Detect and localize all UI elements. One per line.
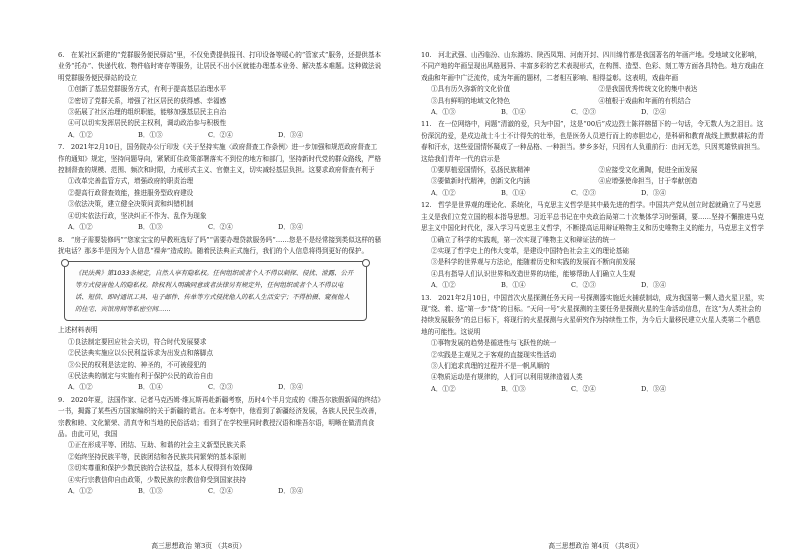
answer-a: A．①② [68,223,93,232]
options-grid [421,84,766,107]
answer-choices [421,384,766,395]
option: ④实行宗教信仰自由政策，少数民族的宗教信仰受到国家扶持 [68,475,247,484]
answer-b: B．①④ [501,108,526,117]
answer-d: D．③④ [641,188,667,197]
answer-c: C．②③ [571,108,596,117]
answer-a: A．①③ [431,108,456,117]
question-9 [58,395,383,498]
answer-a: A．①② [68,383,93,392]
option: ④可以切实发挥居民的民主权利，调动政治参与积极性 [68,119,227,128]
option: ①良法制定要回应社会关切，符合时代发展要求 [68,337,207,346]
option: ④物质运动是有规律的，人们可以利用规律造福人类 [431,373,583,382]
question-13 [421,293,766,396]
option: ②密切了党群关系，增强了社区居民的获得感、幸福感 [68,96,227,105]
question-stem: 13. 2021年2月10日，中国首次火星探测任务天问一号探测器实施近火捕获制动，成为我国第一颗人造火星卫星，实现“绕、着、巡”第一步“绕”的目标。“天问一号”火星探测的主要任务是探测火星的生命活动信息，在这“为人类社会的持续发展服务”的总目标下，将现行的火星探测与火星研究作为持续性工作，为今后大量移民建立火星人类第二个栖息地的可能性。这说明 [421,293,765,336]
answer-b: B．①③ [501,384,526,393]
question-12 [421,200,766,291]
right-page [397,0,794,558]
question-stem: 7. 2021年2月10日，国务院办公厅印发《关于坚持实施〈政府督查工作条例〉进一步加强和规范政府督查工作的通知》规定，坚持问题导向，紧紧盯住政策部署落实不到位的地方和部门，坚持新时代党的群众路线，严格控制督查的规模、范围、频次和时限，力戒形式主义、官僚主义，切实减轻基层负担。这要求政府督查有利于 [58,143,382,175]
answer-d: D．③④ [278,223,304,232]
answer-c: C．②④ [571,384,596,393]
option: ③是科学的世界观与方法论，能随着历史和实践的发展而不断向前发展 [431,258,636,267]
option: ①要厚植爱国情怀，弘扬民族精神 [431,166,530,175]
option: ④植根于戏曲和年画的有机结合 [598,96,691,105]
option: ④应增强使命担当，甘于奉献创造 [598,177,698,186]
answer-b: B．①③ [138,223,163,232]
answer-d: D．③④ [278,487,304,495]
answer-d: D．③④ [278,383,304,392]
answer-c: C．②③ [571,281,596,290]
answer-c: C．②④ [208,223,233,232]
answer-choices [421,188,766,199]
option: ①确立了科学的实践观，第一次实现了唯物主义和辩证法的统一 [431,235,616,244]
answer-c: C．②③ [571,188,596,197]
option: ①改革完善监管方式，增强政府的职责治理 [68,177,194,186]
option: ①正在形成平等、团结、互助、和谐的社会主义新型民族关系 [68,441,247,450]
answer-b: B．①③ [138,487,163,495]
question-8 [58,235,383,394]
answer-d: D．③④ [278,130,304,139]
option: ②实践是主观见之于客观的直接现实性活动 [431,350,557,359]
option: ④具有指导人们认识世界和改造世界的功能，能够帮助人们确立人生观 [431,269,636,278]
option: ③具有鲜明的地域文化特色 [431,96,511,105]
answer-b: B．①③ [138,130,163,139]
answer-choices [58,222,383,233]
option: ④民法典的制定与实施有利于保护公民的政治自由 [68,371,214,380]
page-footer: 高三思想政治 第3页 （共8页） [151,542,246,550]
answer-a: A．①② [68,130,93,139]
question-stem: 9. 2020年夏，法国作家、记者马克西姆·维瓦斯再赴新疆考察，历时4个半月完成的《维吾尔族假新闻的终结》一书，揭露了某些西方国家编织的关于新疆的谎言。在本考察中，他看到了新疆经济发展，各族人民民生改善，宗教和睦、文化繁荣、清真寺和当地的民俗活动；看到了在学校里同时教授汉语和维吾尔语，明晰在做清真食品。由此可见，我国 [58,395,382,438]
option: ③拓展了社区治理的组织职能，能够加强基层民主自治 [68,108,227,117]
answer-choices [58,130,383,141]
question-6 [58,50,383,141]
option: ②始终坚持民族平等，民族团结和各民族共同繁荣的基本原则 [68,452,247,461]
option: ③人们追求真理的过程并不是一帆风顺的 [431,361,550,370]
answer-choices [58,486,383,497]
answer-choices [421,107,766,118]
question-7 [58,142,383,233]
answer-b: B．①④ [501,188,526,197]
question-stem: 12. 哲学是世界观的理论化、系统化，马克思主义哲学是其中最先进的哲学。中国共产党从创立时起就确立了马克思主义是我们立党立国的根本指导思想。习近平总书记在中央政治局第二十次集体学习时强调，要……坚持不懈推进马克思主义中国化时代化，深入学习马克思主义哲学，不断提高运用辩证唯物主义和历史唯物主义的能力，马克思主义哲学 [421,201,764,233]
answer-choices [421,280,766,291]
answer-d: D．②④ [641,108,667,117]
answer-choices [58,382,383,393]
question-stem: 6. 在某社区新建的“党群服务便民驿站”里，不仅免费提供报刊、打印设备等暖心的“管家式”服务，还提供基本业务“托办”、快递代收、物件临时寄存等服务，让居民不出小区就能办理基本业务、解决基本难题。这种做法说明党群服务便民驿站的设立 [58,51,382,82]
page-footer: 高三思想政治 第4页 （共8页） [548,542,643,550]
answer-b: B．①④ [501,281,526,290]
option: ②民法典实施应以公民利益诉求为出发点和落脚点 [68,349,214,358]
answer-b: B．①④ [138,383,163,392]
answer-c: C．②④ [208,487,233,495]
options-grid [421,165,766,188]
option: ③依法决策，建立健全决策问责和纠错机制 [68,200,194,209]
answer-a: A．①② [68,487,93,495]
question-11 [421,119,766,199]
option: ①创新了基层党群服务方式，有利于提高基层治理水平 [68,85,227,94]
option: ④切实依法行政，坚决纠正不作为、乱作为现象 [68,211,207,220]
question-stem: 8. “房子需要装修吗”“您家宝宝的早教班选好了吗”“需要办理贷款服务吗”……您是不是经常接到类似这样的骚扰电话？那多半是因为个人信息“裸奔”造成的。随着民法典正式施行，我们的个人信息将得到更好的保护。 [58,235,382,255]
answer-c: C．②④ [208,130,233,139]
option: ②是我国优秀传统文化的集中表达 [598,85,698,94]
answer-d: D．③④ [641,384,667,393]
answer-a: A．①② [431,384,456,393]
civil-code-excerpt-scroll: 《民法典》第1033条规定，自然人享有隐私权。任何组织或者个人不得以刺探、侵扰、泄露、公开等方式侵害他人的隐私权。除权利人明确同意或者法律另有规定外，任何组织或者个人不得以电话、短信、即时通讯工具、电子邮件、传单等方式侵扰他人的私人生活安宁；不得拍摄、窥视他人的住宅、宾馆房间等私密空间…… [64,261,367,321]
question-10 [421,50,766,118]
answer-a: A．①② [431,281,456,290]
option: ②提高行政督查效能，推进服务型政府建设 [68,188,194,197]
question-stem: 11. 在一位网络中，问题“清澈的爱，只为中国”，这是“00后”戍边烈士陈祥榕留下的一句话，令无数人为之泪目。这份深沉的爱，是戍边战士斗士不计得失的壮举，也是医务人员逆行而上的赤胆忠心，是科研和教育战线上默默耕耘的青春和汗水，这些爱国情怀凝成了一种品格、一种担当。梦乡多好，只因有人负重前行：由河无恙，只因英雄铁肩担当。这给我们青年一代的启示是 [421,120,764,163]
option: ③切实尊重和保护少数民族的合法权益，基本人权得到有效保障 [68,464,253,473]
answer-d: D．③④ [641,281,667,290]
answer-a: A．①② [431,188,456,197]
question-stem: 10. 河北武强、山西临汾、山东潍坊、陕西凤翔、河南开封、四川绵竹都是我国著名的年画产地。受地域文化影响，不同产地的年画呈现出风格迥异、丰富多彩的艺术表现形式，在构图、造型、色彩、刻工等方面各具特色。地方戏曲在戏曲和年画中广泛流传，成为年画的题材，二者相互影响、相得益彰。这表明，戏曲年画 [421,51,764,82]
option: ①具有历久弥新的文化价值 [431,85,511,94]
option: ①事物发展的趋势是循进性与飞跃性的统一 [431,339,557,348]
option: ②实现了哲学史上的伟大变革，是建设中国特色社会主义的理论基础 [431,246,629,255]
option: ③公民的权利是法定的、神圣的，不可被侵犯的 [68,360,207,369]
option: ②应接受文化熏陶，促进全面发展 [598,166,698,175]
option: ③要做新时代精神，创新文化内涵 [431,177,530,186]
answer-c: C．②③ [208,383,233,392]
question-lead: 上述材料表明 [58,326,98,335]
